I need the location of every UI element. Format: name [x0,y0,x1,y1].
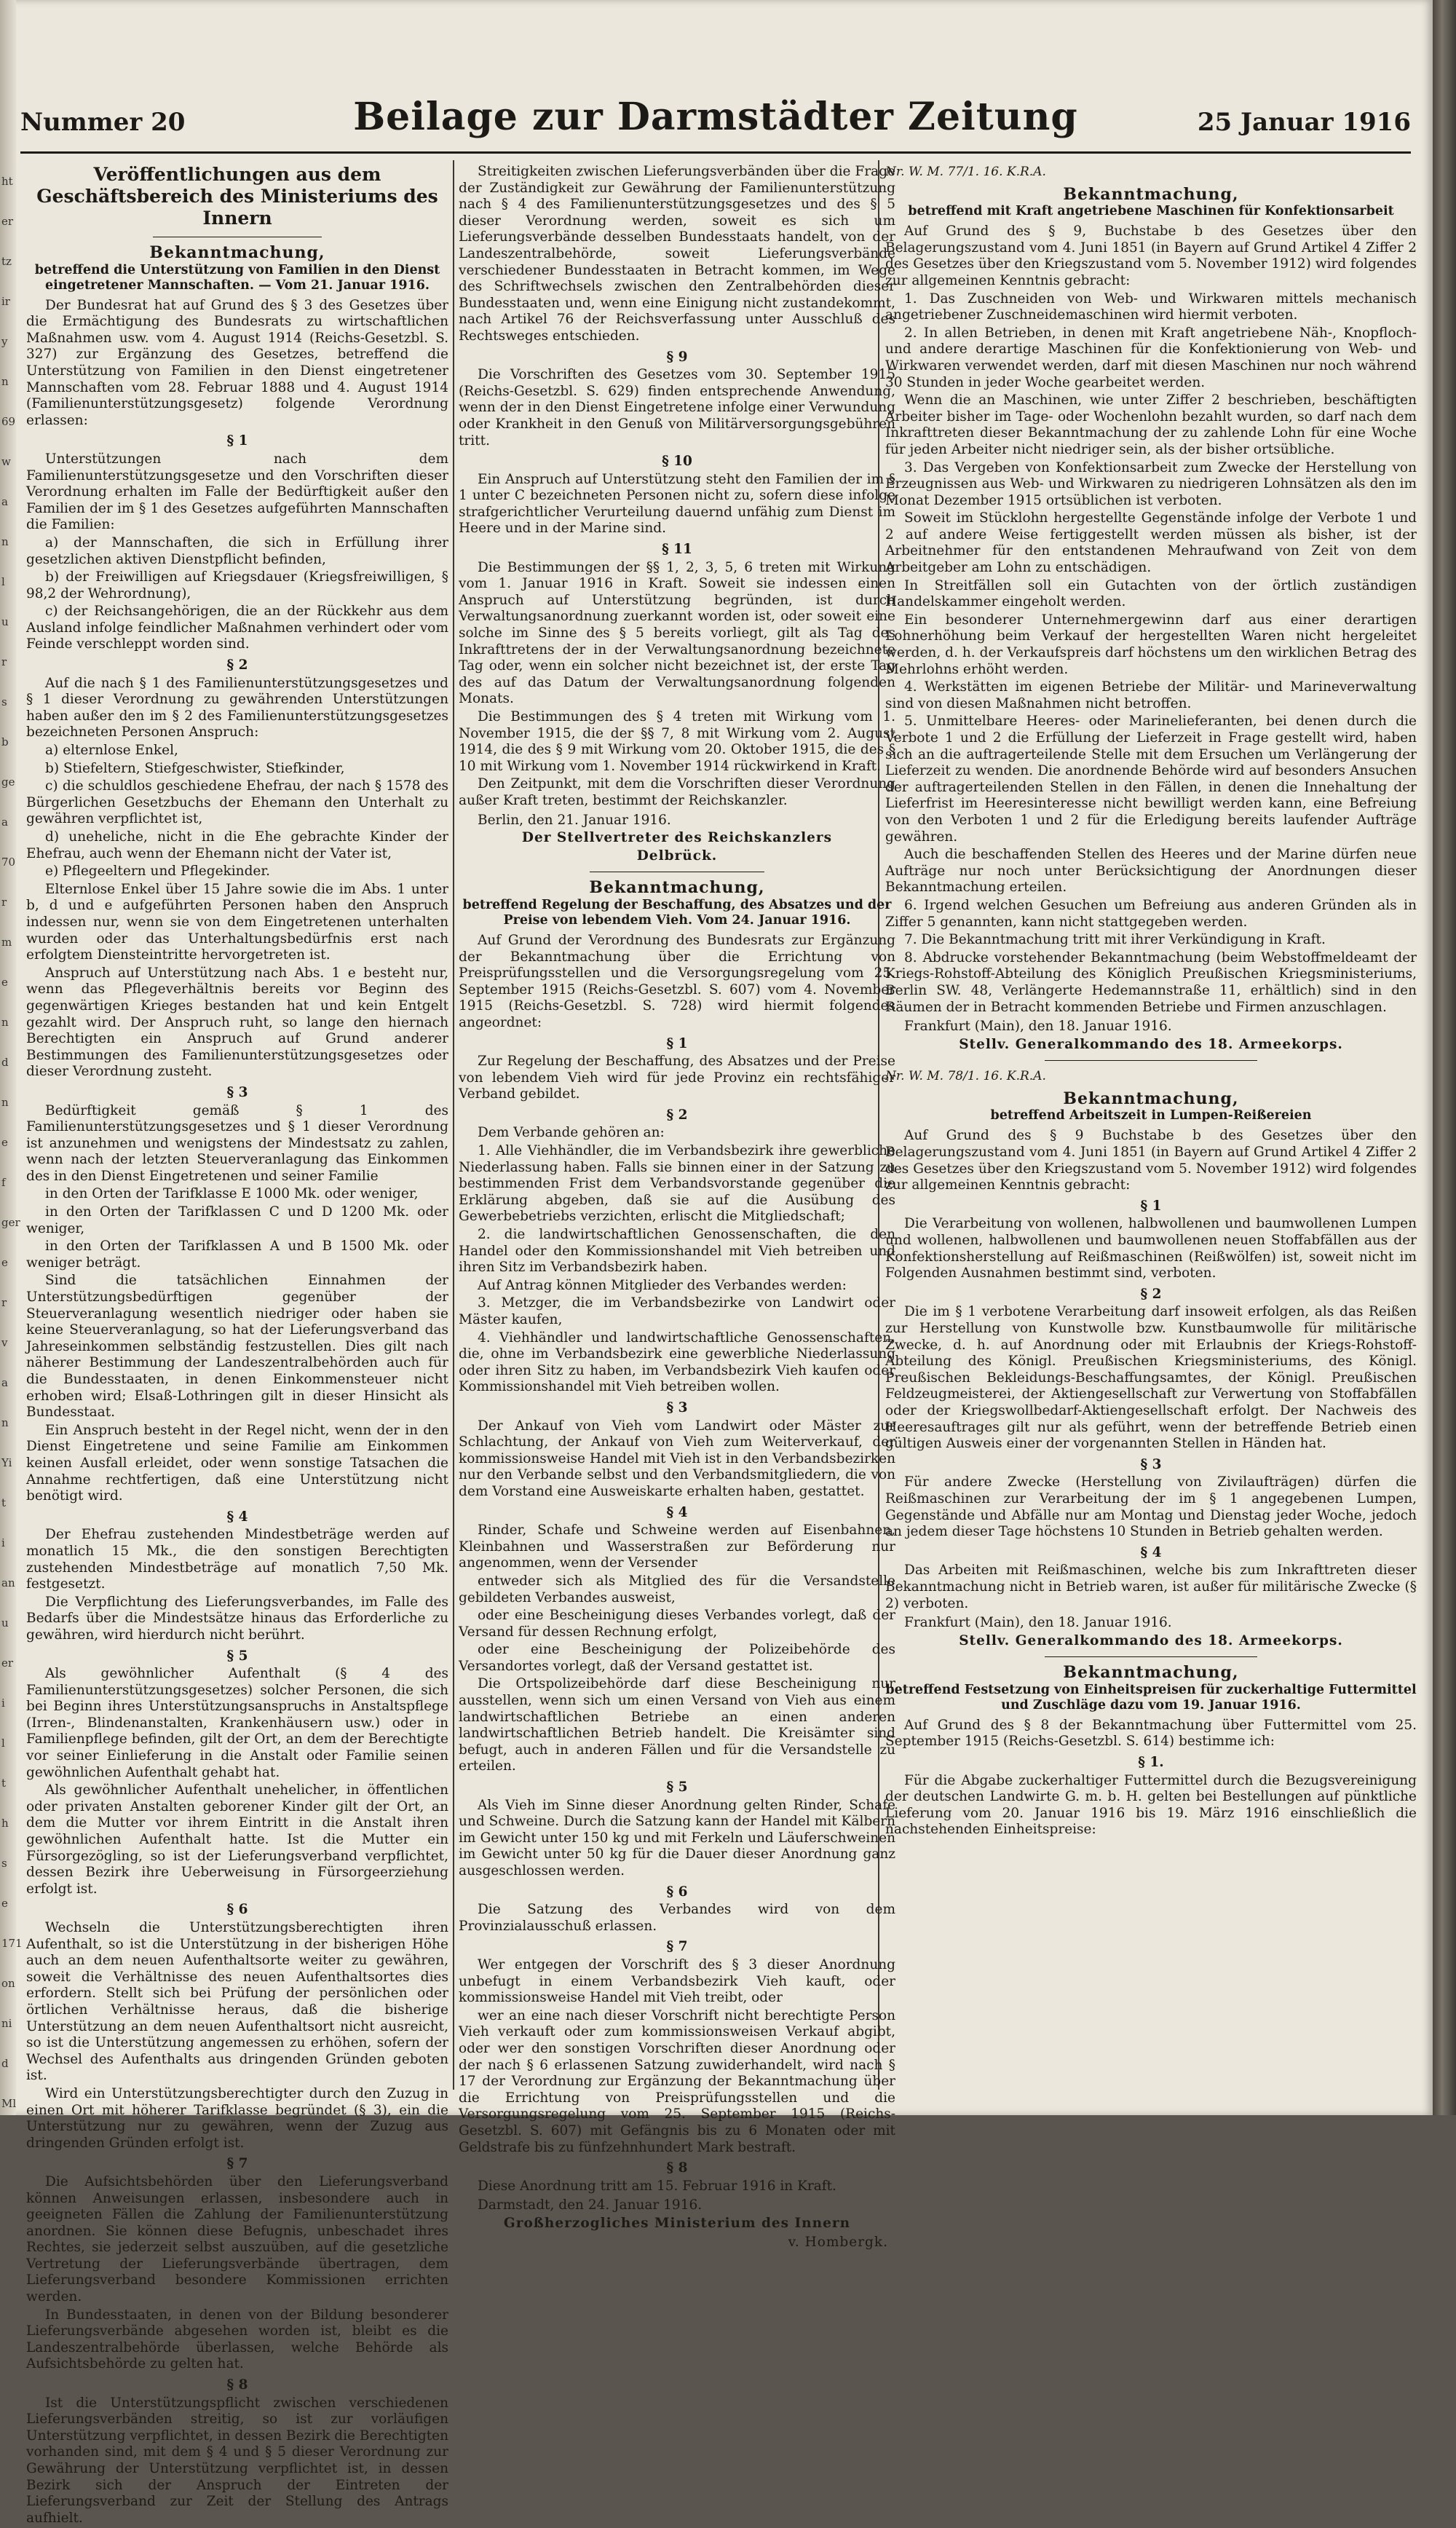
section-number: § 4 [666,1504,688,1520]
section-number: § 6 [666,1884,688,1900]
paragraph: Auf Antrag können Mitglieder des Verbandes werden: [478,1277,847,1293]
paragraph: Anspruch auf Unterstützung nach Abs. 1 e besteht nur, wenn das Pflegeverhältnis bereits vor Beginn des gegenwärtigen Krieges bestanden hat und kein Entgelt gezahlt wird. Der Anspruch ruht, so lange den hiernach Berechtigten ein Anspruch auf Grund anderer Bestimmungen des Familienunterstützungsgesetzes oder dieser Verordnung zusteht. [26,965,448,1080]
list-item: 3. Das Vergeben von Konfektionsarbeit zum Zwecke der Herstellung von Erzeugnissen aus Web- und Wirkwaren zu niedrigeren Lohnsätzen als den im Monat Dezember 1915 ortsüblichen ist verboten. [885,459,1417,508]
section-number: § 5 [666,1780,688,1796]
place-date: Berlin, den 21. Januar 1916. [478,812,671,828]
paragraph: Der Ehefrau zustehenden Mindestbeträge werden auf monatlich 15 Mk., die den sonstigen Berechtigten zustehenden Mindestbeträge auf monatlich 7,50 Mk. festgesetzt. [26,1527,448,1592]
list-item: a) elternlose Enkel, [45,743,178,759]
section-number: § 8 [666,2160,688,2176]
paragraph: Auf Grund des § 9 Buchstabe b des Gesetzes über den Belagerungszustand vom 4. Juni 1851 (in Bayern auf Grund Artikel 4 Ziffer 2 des Gesetzes über den Kriegszustand vom 5. November 1912) wird folgendes zur allgemeinen Kenntnis gebracht: [885,1128,1417,1193]
paragraph: Die Verpflichtung des Lieferungsverbandes, im Falle des Bedarfs über die Mindestsätze hinaus das Erforderliche zu gewähren, wird hierdurch nicht berührt. [26,1594,448,1643]
paragraph: oder eine Bescheinigung dieses Verbandes vorlegt, daß der Versand für dessen Rechnung erfolgt, [459,1608,895,1640]
spine-fragment: b [1,735,9,748]
paragraph: Das Arbeiten mit Reißmaschinen, welche bis zum Inkrafttreten dieser Bekanntmachung nicht in Betrieb waren, ist außer für militärische Zwecke (§ 2) verboten. [885,1563,1417,1611]
place-date: Frankfurt (Main), den 18. Januar 1916. [904,1019,1172,1035]
notice-subtitle: betreffend Festsetzung von Einheitspreisen für zuckerhaltige Futtermittel und Zuschläge dazu vom 19. Januar 1916. [885,1682,1417,1713]
section-number: § 1 [1140,1198,1162,1214]
spine-fragment: d [1,2057,9,2070]
list-item: b) Stiefeltern, Stiefgeschwister, Stiefkinder, [45,760,345,776]
paragraph: Soweit im Stücklohn hergestellte Gegenstände infolge der Verbote 1 und 2 auf andere Weise fertiggestellt werden müssen als bisher, ist der Arbeitnehmer für den entstandenen Mehraufwand von Zeit von dem Arbeitgeber am Lohn zu entschädigen. [885,510,1417,576]
spine-fragment: tz [1,255,12,268]
list-item: in den Orten der Tarifklasse E 1000 Mk. oder weniger, [45,1186,419,1202]
section-number: § 2 [1140,1286,1162,1302]
spine-fragment: h [1,1817,9,1830]
section-number: § 1 [226,433,248,449]
paragraph: Die im § 1 verbotene Verarbeitung darf insoweit erfolgen, als das Reißen zur Herstellung von Kunstwolle bzw. Kunstbaumwolle für militärische Zwecke, d. h. auf Anordnung oder mit Erlaubnis der Kriegs-Rohstoff-Abteilung des Königl. Preußischen Kriegsministeriums, des Königl. Preußischen Bekleidungs-Beschaffungsamtes, der Königl. Preußischen Feldzeugmeisterei, der Aktiengesellschaft zur Verwertung von Stoffabfällen oder der Kriegswollbedarf-Aktiengesellschaft erfolgt. Der Nachweis des Heeresauftrages gilt nur als geführt, wenn der betreffende Betrieb einen gültigen Ausweis einer der vorgenannten Stellen in Händen hat. [885,1304,1417,1452]
spine-fragment: r [1,655,7,668]
section-number: § 7 [226,2156,248,2172]
list-item: e) Pflegeeltern und Pflegekinder. [45,864,271,880]
paragraph: oder eine Bescheinigung der Polizeibehörde des Versandortes vorlegt, daß der Versand gestattet ist. [459,1642,895,1674]
spine-fragment: m [1,936,12,949]
spine-fragment: ir [1,295,10,308]
list-item: in den Orten der Tarifklassen A und B 1500 Mk. oder weniger beträgt. [26,1239,448,1271]
paragraph: Wenn die an Maschinen, wie unter Ziffer 2 beschrieben, beschäftigten Arbeiter bisher im Tage- oder Wochenlohn bezahlt wurden, so darf nach dem Inkrafttreten dieser Bekanntmachung der zu zahlende Lohn für eine Woche für jeden Arbeiter nicht niedriger sein, als der bisher ortsübliche. [885,392,1417,457]
spine-fragment: t [1,1777,7,1790]
paragraph: Auf Grund des § 8 der Bekanntmachung über Futtermittel vom 25. September 1915 (Reichs-Gesetzbl. S. 614) bestimme ich: [885,1717,1417,1750]
section-number: § 3 [666,1399,688,1415]
paragraph: In Bundesstaaten, in denen von der Bildung besonderer Lieferungsverbände abgesehen worden ist, bleibt es die Landeszentralbehörde überlassen, welche Behörde als Aufsichtsbehörde zu gelten hat. [26,2307,448,2372]
issue-number: Nummer 20 [20,108,186,137]
spine-fragment: r [1,1296,7,1309]
spine-fragment: e [1,976,8,989]
spine-fragment: an [1,1576,15,1589]
spine-fragment: r [1,896,7,909]
section-number: § 4 [226,1509,248,1525]
paragraph: Als gewöhnlicher Aufenthalt unehelicher, in öffentlichen oder privaten Anstalten geborener Kinder gilt der Ort, an dem die Mutter vor ihrem Eintritt in die Anstalt ihren gewöhnlichen Aufenthalt hatte. Ist die Mutter ein Fürsorgezögling, so ist der Lieferungsverband verpflichtet, dessen Bezirk ihre Ueberweisung in Fürsorgeerziehung erfolgt ist. [26,1782,448,1897]
list-item: 7. Die Bekanntmachung tritt mit ihrer Verkündigung in Kraft. [904,932,1326,948]
list-item: a) der Mannschaften, die sich in Erfüllung ihrer gesetzlichen aktiven Dienstpflicht befinden, [26,534,448,567]
spine-fragment: ht [1,175,13,188]
section-heading: Veröffentlichungen aus dem Geschäftsbereich des Ministeriums des Innern [36,164,438,229]
spine-fragment: n [1,535,9,548]
list-item: in den Orten der Tarifklassen C und D 1200 Mk. oder weniger, [26,1204,448,1236]
spine-fragment: ni [1,2017,12,2030]
spine-fragment: t [1,1496,7,1509]
place-date: Darmstadt, den 24. Januar 1916. [478,2197,703,2213]
spine-fragment: ge [1,775,15,789]
notice-subtitle: betreffend die Unterstützung von Familien in den Dienst eingetretener Mannschaften. — Vom 21. Januar 1916. [34,262,440,293]
column-2 [459,164,895,2253]
paragraph: Unterstützungen nach dem Familienunterstützungsgesetze und den Vorschriften dieser Verordnung erhalten im Falle der Bedürftigkeit außer den Familien der im § 1 des Gesetzes aufgeführten Mannschaften die Familien: [26,451,448,533]
spine-fragment: e [1,1256,8,1269]
spine-fragment: n [1,1416,9,1429]
spine-fragment: on [1,1977,15,1990]
column-1 [26,164,448,2528]
spine-fragment: i [1,1696,5,1710]
list-item: c) der Reichsangehörigen, die an der Rückkehr aus dem Ausland infolge feindlicher Maßnahmen verhindert oder vom Feinde verschleppt worden sind. [26,604,448,652]
spine-fragment: l [1,575,5,588]
spine-fragment: 171 [1,1937,23,1950]
notice-title: Bekanntmachung, [589,878,765,898]
spine-fragment: d [1,1056,9,1069]
list-item: 4. Viehhändler und landwirtschaftliche Genossenschaften, die, ohne im Verbandsbezirk eine gewerbliche Niederlassung oder ihren Sitz zu haben, im Verbandsbezirk Vieh kaufen oder Kommissionshandel mit Vieh betreiben wollen. [459,1330,895,1395]
spine-fragment: ger [1,1216,20,1229]
section-number: § 8 [226,2377,248,2393]
paragraph: Als Vieh im Sinne dieser Anordnung gelten Rinder, Schafe und Schweine. Durch die Satzung kann der Handel mit Kälbern im Gewicht unter 150 kg und mit Ferkeln und Läuferschweinen im Gewicht unter 50 kg für die Dauer dieser Anordnung ganz ausgeschlossen werden. [459,1797,895,1879]
section-number: § 4 [1140,1544,1162,1560]
paragraph: Der Bundesrat hat auf Grund des § 3 des Gesetzes über die Ermächtigung des Bundesrats zu wirtschaftlichen Maßnahmen usw. vom 4. August 1914 (Reichs-Gesetzbl. S. 327) zur Ergänzung des Gesetzes, betreffend die Unterstützung von Familien in den Dienst eingetretener Mannschaften vom 28. Februar 1888 und 4. August 1914 (Familienunterstützungsgesetz) folgende Verordnung erlassen: [26,297,448,428]
newspaper-title: Beilage zur Darmstädter Zeitung [353,95,1078,139]
spine-fragment: w [1,455,11,468]
spine-fragment: a [1,495,8,508]
spine-fragment: e [1,1897,8,1910]
notice-title: Bekanntmachung, [1063,1089,1239,1108]
authority: Der Stellvertreter des Reichskanzlers [521,830,833,846]
divider [1045,1656,1257,1657]
column-divider [453,160,454,2090]
spine-fragment: n [1,1016,9,1029]
spine-fragment: a [1,815,8,829]
paragraph: Die Bestimmungen des § 4 treten mit Wirkung vom 1. November 1915, die der §§ 7, 8 mit Wirkung vom 2. August 1914, die des § 9 mit Wirkung vom 20. Oktober 1915, die des § 10 mit Wirkung vom 1. November 1914 rückwirkend in Kraft. [459,709,895,774]
authority: Stellv. Generalkommando des 18. Armeekorps. [959,1036,1343,1052]
paragraph: Die Vorschriften des Gesetzes vom 30. September 1915 (Reichs-Gesetzbl. S. 629) finden entsprechende Anwendung, wenn der in den Dienst Eingetretene infolge einer Verwundung oder Krankheit in den Genuß von Militärversorgungsgebühren tritt. [459,367,895,449]
list-item: 8. Abdrucke vorstehender Bekanntmachung (beim Webstoffmeldeamt der Kriegs-Rohstoff-Abteilung des Königlich Preußischen Kriegsministeriums, Berlin SW. 48, Verlängerte Hedemannstraße 11, erhältlich) sind in den Räumen der in Betracht kommenden Betriebe und Firmen anzuschlagen. [885,949,1417,1015]
section-number: § 1 [666,1035,688,1051]
section-number: § 2 [226,657,248,674]
list-item: 1. Das Zuschneiden von Web- und Wirkwaren mittels mechanisch angetriebener Zuschneidemaschinen wird hiermit verboten. [885,291,1417,323]
list-item: c) die schuldlos geschiedene Ehefrau, der nach § 1578 des Bürgerlichen Gesetzbuchs der Ehemann den Unterhalt zu gewähren verpflichtet ist, [26,778,448,827]
authority: Stellv. Generalkommando des 18. Armeekorps. [959,1632,1343,1648]
paragraph: Ein besonderer Unternehmergewinn darf aus einer derartigen Lohnerhöhung beim Verkauf der hergestellten Waren nicht hergeleitet werden, d. h. der Verkaufspreis darf höchstens um den wirklichen Betrag des Mehrlohns erhöht werden. [885,612,1417,677]
paragraph: Die Satzung des Verbandes wird von dem Provinzialausschuß erlassen. [459,1902,895,1934]
spine-fragment: i [1,1536,5,1549]
section-number: § 10 [662,454,692,470]
spine-fragment: u [1,1616,9,1630]
section-number: § 2 [666,1107,688,1123]
paragraph: Ein Anspruch auf Unterstützung steht den Familien der im § 1 unter C bezeichneten Personen nicht zu, sofern diese infolge strafgerichtlicher Verurteilung dauernd unfähig zum Dienst im Heere und in der Marine sind. [459,471,895,537]
section-number: § 3 [226,1084,248,1100]
paragraph: wer an eine nach dieser Vorschrift nicht berechtigte Person Vieh verkauft oder zum kommissionsweisen Verkauf abgibt, oder wer den sonstigen Vorschriften dieser Anordnung oder der nach § 6 erlassenen Satzung zuwiderhandelt, wird nach § 17 der Verordnung zur Ergänzung der Bekanntmachung über die Errichtung von Preisprüfungsstellen und die Versorgungsregelung vom 25. September 1915 (Reichs-Gesetzbl. S. 607) mit Gefängnis bis zu 6 Monaten oder mit Geldstrafe bis zu fünfzehnhundert Mark bestraft. [459,2007,895,2155]
signature: v. Hombergk. [788,2235,888,2251]
list-item: 2. die landwirtschaftlichen Genossenschaften, die den Handel oder den Kommissionshandel mit Vieh betreiben und ihren Sitz im Verbandsbezirk haben. [459,1227,895,1276]
spine-fragment: a [1,1376,8,1389]
section-number: § 3 [1140,1456,1162,1472]
notice-title: Bekanntmachung, [1063,1663,1239,1683]
reference-number: Nr. W. M. 77/1. 16. K.R.A. [885,165,1046,179]
paragraph: Wechseln die Unterstützungsberechtigten ihren Aufenthalt, so ist die Unterstützung in der bisherigen Höhe auch an dem neuen Aufenthaltsorte weiter zu gewähren, soweit die Verhältnisse des neuen Aufenthaltsortes dies erfordern. Stellt sich bei Prüfung der persönlichen oder örtlichen Verhältnisse heraus, daß die bisherige Unterstützung an dem neuen Aufenthaltsort nicht ausreicht, so ist die Unterstützung angemessen zu erhöhen, sofern der Wechsel des Aufenthalts aus dringenden Gründen geboten ist. [26,1920,448,2084]
spine-fragment: 70 [1,856,16,869]
paragraph: Die Aufsichtsbehörden über den Lieferungsverband können Anweisungen erlassen, insbesondere auch in geeigneten Fällen die Zahlung der Familienunterstützung anordnen. Sie können diese Befugnis, unbeschadet ihres Rechtes, sie jederzeit selbst auszuüben, auf die gesetzliche Vertretung der Lieferungsverbände übertragen, dem Lieferungsverband besondere Kommissionen errichten werden. [26,2173,448,2305]
spine-fragment: n [1,1096,9,1109]
masthead-rule [20,151,1411,154]
section-number: § 7 [666,1939,688,1955]
spine-fragment: e [1,1136,8,1149]
spine-fragment: n [1,375,9,388]
spine-fragment: 69 [1,415,16,428]
list-item: 2. In allen Betrieben, in denen mit Kraft angetriebene Näh-, Knopfloch- und andere derartige Maschinen für die Konfektionierung von Web- und Wirkwaren verwendet werden, darf mit diesen Maschinen nur noch während 30 Stunden in jeder Woche gearbeitet werden. [885,325,1417,390]
place-date: Frankfurt (Main), den 18. Januar 1916. [904,1615,1172,1631]
spine-fragment: Ml [1,2097,17,2110]
paragraph: Der Ankauf von Vieh vom Landwirt oder Mäster zur Schlachtung, der Ankauf von Vieh zum Weiterverkauf, der kommissionsweise Handel mit Vieh ist in den Verbandsbezirken nur den Verbande selbst und den Verbandsmitgliedern, die von dem Vorstand eine Ausweiskarte erhalten haben, gestattet. [459,1418,895,1499]
paragraph: Ist die Unterstützungspflicht zwischen verschiedenen Lieferungsverbänden streitig, so ist zur vorläufigen Unterstützung verpflichtet, in dessen Bezirk die Berechtigten vorhanden sind, mit dem § 4 und § 5 dieser Verordnung zur Gewährung der Unterstützung verpflichtet ist, in dessen Bezirk sich der Anspruch der Eintreten der Lieferungsverband zur Zeit der Stellung des Antrags aufhielt. [26,2395,448,2526]
paragraph: Zur Regelung der Beschaffung, des Absatzes und der Preise von lebendem Vieh wird für jede Provinz ein rechtsfähiger Verband gebildet. [459,1054,895,1102]
paragraph: Rinder, Schafe und Schweine werden auf Eisenbahnen, Kleinbahnen und Wasserstraßen zur Beförderung nur angenommen, wenn der Versender [459,1522,895,1571]
notice-subtitle: betreffend mit Kraft angetriebene Maschinen für Konfektionsarbeit [908,204,1394,219]
section-number: § 9 [666,349,688,365]
paragraph: Streitigkeiten zwischen Lieferungsverbänden über die Frage der Zuständigkeit zur Gewährung der Familienunterstützung nach § 4 des Familienunterstützungsgesetzes und des § 5 dieser Verordnung werden, soweit es sich um Lieferungsverbände desselben Bundesstaats handelt, von der Landeszentralbehörde, soweit Lieferungsverbände verschiedener Bundesstaaten in Betracht kommen, im Wege des Schriftwechsels zwischen den Zentralbehörden dieser Bundesstaaten und, wenn eine Einigung nicht zustandekommt, nach Artikel 76 der Reichsverfassung unter Ausschluß des Rechtsweges entschieden. [459,164,895,344]
notice-title: Bekanntmachung, [1063,184,1239,204]
list-item: 5. Unmittelbare Heeres- oder Marinelieferanten, bei denen durch die Verbote 1 und 2 die Erfüllung der Lieferzeit in Frage gestellt wird, haben sich an die auftragerteilende Stelle mit dem Ersuchen um Verlängerung der Lieferzeit zu wenden. Die anordnende Behörde wird auf besonders Ansuchen der auftragerteilenden Stellen in den Fällen, in denen die Innehaltung der Lieferfrist im Heeresinteresse nicht bewilligt werden kann, eine Befreiung von den Verboten 1 und 2 für die Erledigung bereits laufender Aufträge gewähren. [885,714,1417,845]
notice-subtitle: betreffend Arbeitszeit in Lumpen-Reißereien [990,1108,1312,1123]
list-item: 3. Metzger, die im Verbandsbezirke von Landwirt oder Mäster kaufen, [459,1295,895,1327]
paragraph: Für die Abgabe zuckerhaltiger Futtermittel durch die Bezugsvereinigung der deutschen Landwirte G. m. b. H. gelten bei Bestellungen auf pünktliche Lieferung vom 20. Januar 1916 bis 19. März 1916 einschließlich die nachstehenden Einheitspreise: [885,1772,1417,1838]
section-number: § 1. [1138,1755,1164,1771]
paragraph: Sind die tatsächlichen Einnahmen der Unterstützungsbedürftigen gegenüber der Steuerveranlagung wesentlich niedriger oder haben sie keine Steuerveranlagung, so hat der Lieferungsverband das Jahreseinkommen selbständig festzustellen. Dies gilt nach näherer Bestimmung der Landeszentralbehörden auch für die Bundesstaaten, in denen Einkommensteuer nicht erhoben wird; Elsaß-Lothringen gilt in dieser Hinsicht als Bundesstaat. [26,1273,448,1421]
paragraph: Auf die nach § 1 des Familienunterstützungsgesetzes und § 1 dieser Verordnung zu gewährenden Unterstützungen haben außer den im § 2 des Familienunterstützungsgesetzes bezeichneten Personen Anspruch: [26,675,448,740]
spine-fragment: Yi [1,1456,12,1469]
issue-date: 25 Januar 1916 [1197,108,1411,137]
column-3 [885,164,1417,1840]
paragraph: Dem Verbande gehören an: [478,1125,665,1141]
paragraph: Auf Grund der Verordnung des Bundesrats zur Ergänzung der Bekanntmachung über die Errichtung von Preisprüfungsstellen und die Versorgungsregelung vom 25. September 1915 (Reichs-Gesetzbl. S. 607) vom 4. November 1915 (Reichs-Gesetzbl. S. 728) wird hiermit folgendes angeordnet: [459,932,895,1030]
paragraph: Elternlose Enkel über 15 Jahre sowie die im Abs. 1 unter b, d und e aufgeführten Personen haben den Anspruch indessen nur, wenn sie von dem Eingetretenen unterhalten wurden oder das Unterhaltungsbedürfnis erst nach erfolgtem Diensteintritte hervorgetreten ist. [26,881,448,963]
list-item: 4. Werkstätten im eigenen Betriebe der Militär- und Marineverwaltung sind von diesen Maßnahmen nicht betroffen. [885,679,1417,711]
paragraph: Für andere Zwecke (Herstellung von Zivilaufträgen) dürfen die Reißmaschinen zur Verarbeitung der im § 1 angegebenen Lumpen, Gegenstände und Abfälle nur am Montag und Dienstag jeder Woche, jedoch an jedem dieser Tage höchstens 10 Stunden in Betrieb gehalten werden. [885,1474,1417,1540]
spine-fragment: s [1,695,7,708]
adjacent-page-edge [0,0,23,2115]
book-edge [1433,0,1456,2115]
notice-subtitle: betreffend Regelung der Beschaffung, des Absatzes und der Preise von lebendem Vieh. Vom 24. Januar 1916. [462,897,892,928]
paragraph: Die Verarbeitung von wollenen, halbwollenen und baumwollenen Lumpen und wollenen, halbwollenen und baumwollenen neuen Stoffabfällen aus der Konfektionsherstellung auf Reißmaschinen (Reißwölfen) ist, soweit nicht im Folgenden Ausnahmen bestimmt sind, verboten. [885,1216,1417,1281]
masthead [20,95,1411,146]
spine-fragment: s [1,1857,7,1870]
paragraph: Die Ortspolizeibehörde darf diese Bescheinigung nur ausstellen, wenn sich um einen Versand von Vieh aus einem landwirtschaftlichen Betriebe an einen anderen landwirtschaftlichen Betrieb handelt. Die Kreisämter sind befugt, auch in anderen Fällen und für die Versandstelle zu erteilen. [459,1676,895,1774]
paragraph: Diese Anordnung tritt am 15. Februar 1916 in Kraft. [478,2178,836,2194]
notice-title: Bekanntmachung, [149,243,325,262]
list-item: 6. Irgend welchen Gesuchen um Befreiung aus anderen Gründen als in Ziffer 5 genannten, kann nicht stattgegeben werden. [885,897,1417,930]
spine-fragment: er [1,1656,14,1670]
paragraph: Den Zeitpunkt, mit dem die Vorschriften dieser Verordnung außer Kraft treten, bestimmt der Reichskanzler. [459,776,895,808]
paragraph: Die Bestimmungen der §§ 1, 2, 3, 5, 6 treten mit Wirkung vom 1. Januar 1916 in Kraft. Soweit sie indessen einen Anspruch auf Unterstützung begründen, ist durch Verwaltungsanordnung zuerkannt worden ist, oder soweit eine solche im Sinne des § 5 bereits vorliegt, gilt als Tag des Inkrafttretens der in der Verwaltungsanordnung bezeichnete Tag oder, wenn ein solcher nicht bezeichnet ist, der erste Tag des auf das Datum der Verwaltungsanordnung folgenden Monats. [459,559,895,707]
section-number: § 5 [226,1648,248,1664]
spine-fragment: y [1,335,8,348]
section-number: § 6 [226,1902,248,1918]
spine-fragment: l [1,1737,5,1750]
paragraph: Als gewöhnlicher Aufenthalt (§ 4 des Familienunterstützungsgesetzes) solcher Personen, die sich bei Beginn ihres Unterstützungsanspruchs in Anstaltspflege (Irren-, Blindenanstalten, Krankenhäusern usw.) oder in Familienpflege befinden, gilt der Ort, an dem der Berechtigte vor seiner Einlieferung in die Anstalt oder Familie seinen gewöhnlichen Aufenthalt gehabt hat. [26,1666,448,1780]
paragraph: Bedürftigkeit gemäß § 1 des Familienunterstützungsgesetzes und § 1 dieser Verordnung ist anzunehmen und wenigstens der Mindestsatz zu zahlen, wenn nach der letzten Steuerveranlagung das Einkommen des in den Dienst Eingetretenen und seiner Familie [26,1102,448,1184]
paragraph: Wer entgegen der Vorschrift des § 3 dieser Anordnung unbefugt in einem Verbandsbezirk Vieh kauft, oder kommissionsweise Handel mit Vieh treibt, oder [459,1956,895,2006]
paragraph: Ein Anspruch besteht in der Regel nicht, wenn der in den Dienst Eingetretene und seine Familie am Einkommen keinen Ausfall erleidet, oder wenn sonstige Tatsachen die Annahme rechtfertigen, daß eine Unterstützung nicht benötigt wird. [26,1422,448,1504]
list-item: d) uneheliche, nicht in die Ehe gebrachte Kinder der Ehefrau, auch wenn der Ehemann nicht der Vater ist, [26,829,448,861]
divider [1045,1060,1257,1061]
section-number: § 11 [662,542,692,558]
list-item: b) der Freiwilligen auf Kriegsdauer (Kriegsfreiwilligen, § 98,2 der Wehrordnung), [26,569,448,601]
paragraph: entweder sich als Mitglied des für die Versandstelle gebildeten Verbandes ausweist, [459,1573,895,1605]
signature: Delbrück. [636,848,718,864]
spine-fragment: v [1,1336,8,1349]
spine-fragment: f [1,1176,6,1189]
spine-fragment: er [1,215,14,228]
paragraph: Auf Grund des § 9, Buchstabe b des Gesetzes über den Belagerungszustand vom 4. Juni 1851 (in Bayern auf Grund Artikel 4 Ziffer 2 des Gesetzes über den Kriegszustand vom 5. November 1912) wird folgendes zur allgemeinen Kenntnis gebracht: [885,224,1417,288]
list-item: 1. Alle Viehhändler, die im Verbandsbezirk ihre gewerbliche Niederlassung haben. Falls sie binnen einer in der Satzung zu bestimmenden Frist dem Verbandsvorstande gegenüber die Erklärung abgeben, daß sie auf die Ausübung des Gewerbebetriebs verzichten, erlischt die Mitgliedschaft; [459,1143,895,1225]
paragraph: Auch die beschaffenden Stellen des Heeres und der Marine dürfen neue Aufträge nur noch unter Berücksichtigung der Anordnungen dieser Bekanntmachung erteilen. [885,847,1417,896]
spine-fragment: u [1,615,9,628]
reference-number: Nr. W. M. 78/1. 16. K.R.A. [885,1069,1046,1084]
paragraph: Wird ein Unterstützungsberechtigter durch den Zuzug in einen Ort mit höherer Tarifklasse begründet (§ 3), ein die Unterstützung nur zu gewähren, wenn der Zuzug aus dringenden Gründen erfolgt ist. [26,2085,448,2151]
paragraph: In Streitfällen soll ein Gutachten von der örtlich zuständigen Handelskammer eingeholt werden. [885,577,1417,610]
authority: Großherzogliches Ministerium des Innern [503,2215,851,2231]
